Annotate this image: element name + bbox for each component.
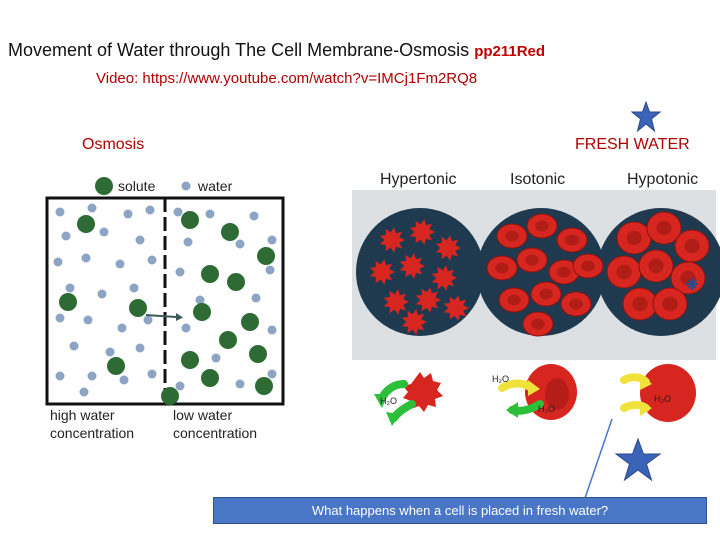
water-particle: [206, 210, 215, 219]
label-hypertonic: Hypertonic: [380, 171, 457, 188]
swollen-disc-cell-center: [616, 265, 631, 279]
water-particle: [56, 314, 65, 323]
solute-particle: [227, 273, 245, 291]
normal-disc-cell-center: [525, 255, 539, 266]
swollen-disc-cell-center: [662, 297, 677, 311]
h2o-label-4: H₂O: [654, 394, 671, 404]
video-link[interactable]: Video: https://www.youtube.com/watch?v=IMCj1Fm2RQ8: [96, 70, 478, 87]
fresh-water-heading: FRESH WATER: [575, 136, 690, 153]
water-particle: [182, 324, 191, 333]
solute-particle: [181, 211, 199, 229]
green-arrowhead-iso: [506, 402, 518, 418]
water-particle: [56, 208, 65, 217]
water-particle: [174, 208, 183, 217]
water-particle: [70, 342, 79, 351]
solute-particle: [241, 313, 259, 331]
normal-disc-cell-center: [495, 263, 509, 274]
normal-disc-cell-center: [557, 267, 571, 278]
water-particle: [120, 376, 129, 385]
label-hypotonic: Hypotonic: [627, 171, 699, 188]
left-caption-2: concentration: [50, 425, 135, 441]
normal-disc-cell-center: [569, 299, 583, 310]
solute-particle: [249, 345, 267, 363]
solute-particle: [107, 357, 125, 375]
normal-disc-cell-center: [505, 231, 519, 242]
red-blood-cell-panel: [352, 162, 720, 430]
right-caption-1: low water: [173, 407, 233, 423]
water-particle: [136, 344, 145, 353]
question-box: What happens when a cell is placed in fresh water?: [213, 497, 707, 524]
water-particle: [106, 348, 115, 357]
water-particle: [212, 354, 221, 363]
water-particle: [124, 210, 133, 219]
water-particle: [84, 316, 93, 325]
water-particle: [88, 372, 97, 381]
swollen-disc-cell-center: [626, 231, 641, 245]
title-main: Movement of Water through The Cell Membrane-Osmosis: [8, 40, 470, 60]
water-particle: [176, 382, 185, 391]
water-particle: [82, 254, 91, 263]
solute-particle: [219, 331, 237, 349]
star-icon: [631, 101, 661, 133]
swollen-disc-cell-center: [632, 297, 647, 311]
water-legend-dot: [182, 182, 191, 191]
swollen-disc-cell-center: [684, 239, 699, 253]
water-particle: [118, 324, 127, 333]
water-particle: [184, 238, 193, 247]
water-particle: [56, 372, 65, 381]
solute-legend-dot: [95, 177, 113, 195]
normal-disc-cell-center: [539, 289, 553, 300]
normal-disc-cell-center: [535, 221, 549, 232]
star-icon-large: [614, 438, 662, 482]
water-particle: [250, 212, 259, 221]
solute-particle: [201, 369, 219, 387]
water-particle: [176, 268, 185, 277]
water-particle: [116, 260, 125, 269]
solute-particle: [77, 215, 95, 233]
legend-water: water: [198, 178, 233, 194]
slide-title: [8, 40, 720, 61]
legend-solute: solute: [118, 178, 156, 194]
normal-disc-cell-center: [581, 261, 595, 272]
water-particle: [66, 284, 75, 293]
water-particle: [268, 326, 277, 335]
swollen-cell: [640, 364, 696, 422]
h2o-label-3: H₂O: [538, 404, 555, 414]
water-particle: [144, 316, 153, 325]
water-particle: [266, 266, 275, 275]
yellow-arrow-in: [502, 384, 532, 389]
osmosis-diagram: [40, 170, 290, 445]
water-particle: [98, 290, 107, 299]
solute-particle: [255, 377, 273, 395]
water-particle: [268, 236, 277, 245]
solute-particle: [59, 293, 77, 311]
solute-particle: [161, 387, 179, 405]
swollen-disc-cell-center: [656, 221, 671, 235]
water-particle: [130, 284, 139, 293]
water-particle: [88, 204, 97, 213]
normal-disc-cell-center: [507, 295, 521, 306]
water-particle: [236, 240, 245, 249]
h2o-label-1: H₂O: [380, 396, 397, 406]
water-particle: [54, 258, 63, 267]
osmosis-heading: Osmosis: [82, 136, 145, 153]
solute-particle: [201, 265, 219, 283]
water-particle: [62, 232, 71, 241]
solute-particle: [129, 299, 147, 317]
solute-particle: [193, 303, 211, 321]
h2o-label-2: H₂O: [492, 374, 509, 384]
normal-disc-cell-center: [531, 319, 545, 330]
water-particle: [268, 370, 277, 379]
water-particle: [148, 370, 157, 379]
water-particle: [80, 388, 89, 397]
label-isotonic: Isotonic: [510, 171, 566, 188]
water-particle: [100, 228, 109, 237]
solute-particle: [181, 351, 199, 369]
water-particle: [252, 294, 261, 303]
water-particle: [236, 380, 245, 389]
water-particle: [146, 206, 155, 215]
normal-disc-cell-center: [565, 235, 579, 246]
solute-particle: [257, 247, 275, 265]
solute-particle: [221, 223, 239, 241]
title-page-ref: pp211Red: [474, 43, 546, 60]
water-particle: [136, 236, 145, 245]
water-particle: [148, 256, 157, 265]
left-caption-1: high water: [50, 407, 115, 423]
right-caption-2: concentration: [173, 425, 258, 441]
swollen-disc-cell-center: [648, 259, 663, 273]
